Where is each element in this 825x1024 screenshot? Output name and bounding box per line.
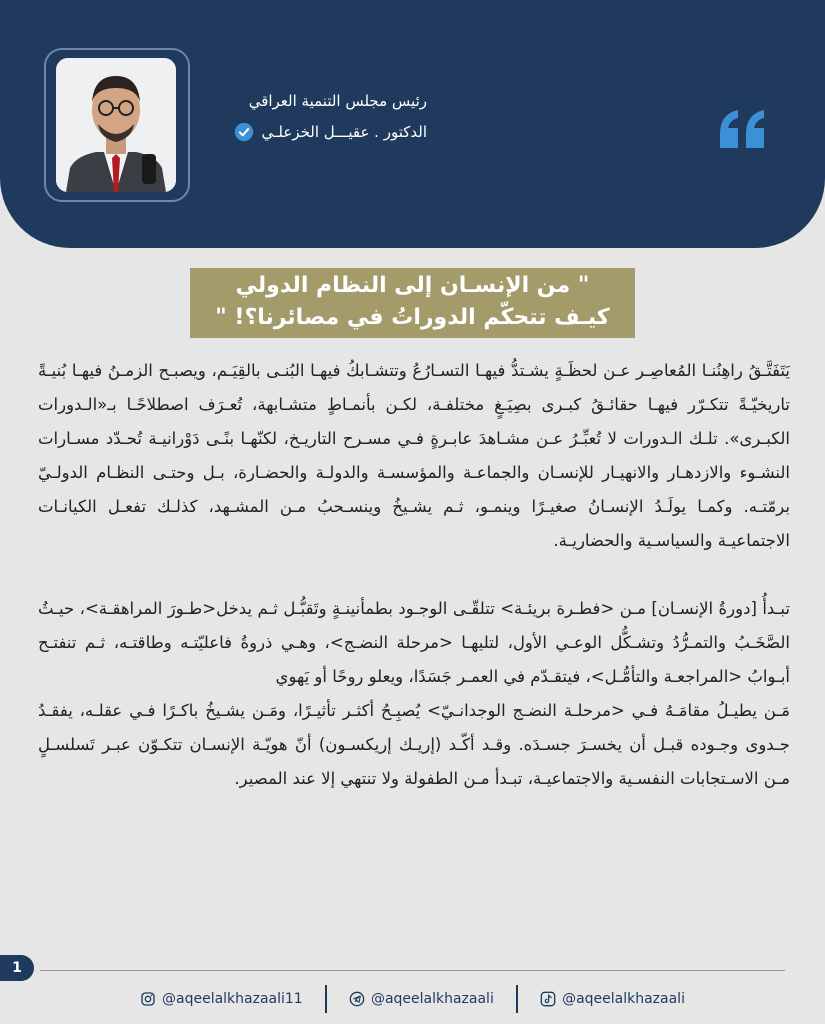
instagram-handle: @aqeelalkhazaali11: [162, 991, 303, 1007]
title-line-1: " من الإنسـان إلى النظام الدولي: [235, 273, 590, 298]
paragraph-3: مَـن يطيـلُ مقامَـهُ فـي <مرحلـة النضـج الوجدانـيّ> يُصبِـحُ أكثـر تأثيـرًا، ومَـن يشـيخُ باكـرًا فـي عقلـه، يفقـدُ جـدوى وجـوده قبـل أن يخسـرَ جسـدَه. وقـد أكّـد (إريـك إريكسـون) أنّ هويّـة الإنسـان تتكـوّن عبـر تَسلسـلٍ مـن الاسـتجابات النفسـية والاجتماعيـة، تبـدأ مـن الطفولة ولا تنتهي إلا عند المصير.: [38, 701, 790, 788]
social-instagram[interactable]: [140, 991, 303, 1007]
article-body: [38, 354, 790, 796]
quote-icon: [716, 108, 770, 152]
footer-separator: [516, 985, 518, 1013]
article-title: [190, 268, 635, 338]
page-number: 1: [0, 955, 34, 981]
social-links: [140, 983, 685, 1015]
header-banner: [0, 0, 825, 248]
paragraph-1: يَتَفَتَّـقُ راهِنُنـا المُعاصِـر عـن لحظَـةٍ يشـتدُّ فيهـا التسـارُعُ وتتشـابكُ فيهـا البُنـى بالقِيَـم، ويصبـح الزمـنُ فيهـا بُنيـةً تاريخيّـةً تتكـرّر فيهـا حقائـقُ كبـرى بصِيَـغٍ مختلفـة، لكـن بأنمـاطٍ متشـابهة، تُعـرَف اصطلاحًـا بـ«الـدورات الكبـرى». تلـك الـدورات لا تُعبِّـرُ عـن مشـاهدَ عابـرةٍ فـي مسـرح التاريـخ، لكنّهـا بنًـى دَوْرانيـة تُحـدّد مسـارات النشـوء والازدهـار والانهيـار للإنسـان والجماعـة والمؤسسـة والدولـة والحضـارة، بـل وحتـى النظـام الدولـيّ برمّتـه. وكمـا يولَـدُ الإنسـانُ صغيـرًا وينمـو، ثـم يشـيخُ وينسـحبُ مـن المشـهد، كذلـك تفعـل الكيانـات الاجتماعيـة والسياسـية والحضاريـة.: [38, 361, 790, 550]
paragraph-2: تبـدأُ [دورةُ الإنسـان] مـن <فطـرة بريئـة> تتلقّـى الوجـود بطمأنينـةٍ وتَقبُّـل ثـم يدخل<طـورَ المراهقـة>، حيـثُ الصَّخَـبُ والتمـرُّدُ وتشـكُّل الوعـي الأول، لتليهـا <مرحلة النضـج>، وهـي ذروةُ فاعليّتـه وطاقتـه، ثـم تنفتـح أبـوابُ <المراجعـة والتأمُّـل>، فيتقـدّم في العمـر جَسَدًا، ويعلو روحًا أو يَهوي: [38, 599, 790, 686]
tiktok-icon: [540, 991, 556, 1007]
author-name-row: [234, 122, 427, 142]
tiktok-handle: @aqeelalkhazaali: [562, 991, 685, 1007]
author-name: الدكتور . عقيـــل الخزعلـي: [261, 123, 427, 141]
verified-badge-icon: [234, 122, 254, 142]
social-telegram[interactable]: [349, 991, 494, 1007]
paragraph-spacer: [38, 558, 790, 592]
telegram-handle: @aqeelalkhazaali: [370, 991, 494, 1007]
author-role: رئيس مجلس التنمية العراقي: [248, 92, 427, 110]
instagram-icon: [140, 991, 156, 1007]
author-info: [234, 92, 427, 142]
author-photo: [56, 58, 176, 192]
footer-separator: [325, 985, 327, 1013]
social-tiktok[interactable]: [540, 991, 685, 1007]
footer-divider: [40, 970, 785, 971]
author-photo-frame: [44, 48, 190, 202]
title-line-2: كيـف تتحكّم الدوراتُ في مصائرنا؟! ": [215, 305, 610, 330]
telegram-icon: [349, 991, 365, 1007]
